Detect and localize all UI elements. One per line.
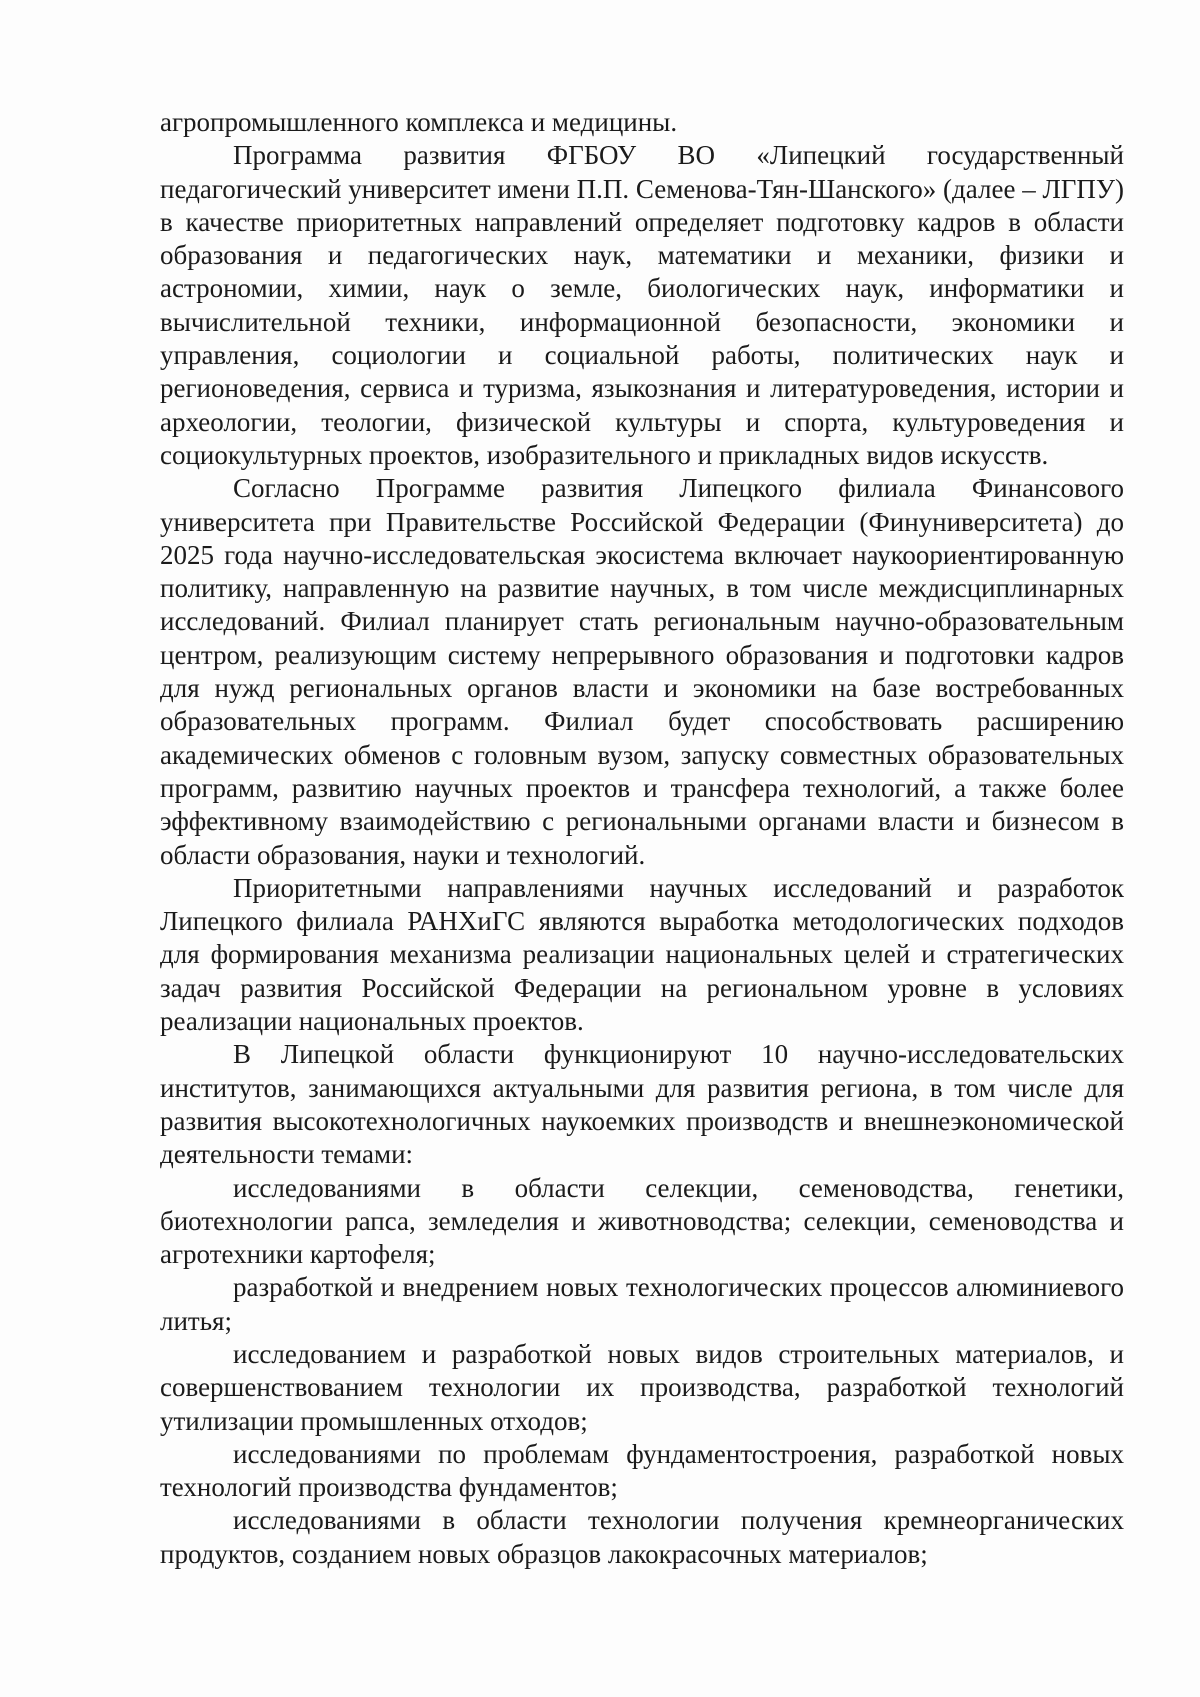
paragraph-research-institutes: В Липецкой области функционируют 10 научно-исследовательских институтов, занимающихся актуальными для развития региона, в том числе для развития высокотехнологичных наукоемких производств и внешнеэкономической деятельности темами:	[160, 1039, 1124, 1170]
list-item-building-materials: исследованием и разработкой новых видов строительных материалов, и совершенствованием технологии их производства, разработкой технологий утилизации промышленных отходов;	[160, 1338, 1124, 1436]
paragraph-lgpu-program: Программа развития ФГБОУ ВО «Липецкий государственный педагогический университет имени П.П. Семенова-Тян-Шанского» (далее – ЛГПУ) в качестве приоритетных направлений определяет подготовку кадров в области образования и педагогических наук, математики и механики, физики и астрономии, химии, наук о земле, биологических наук, информатики и вычислительной техники, информационной безопасности, экономики и управления, социологии и социальной работы, политических наук и регионоведения, сервиса и туризма, языкознания и литературоведения, истории и археологии, теологии, физической культуры и спорта, культуроведения и социокультурных проектов, изобразительного и прикладных видов искусств.	[160, 140, 1124, 470]
list-item-organosilicon-products: исследованиями в области технологии получения кремнеорганических продуктов, созданием новых образцов лакокрасочных материалов;	[160, 1505, 1124, 1569]
paragraph-continuation: агропромышленного комплекса и медицины.	[160, 107, 678, 137]
paragraph-ranepa-priorities: Приоритетными направлениями научных исследований и разработок Липецкого филиала РАНХиГС являются выработка методологических подходов для формирования механизма реализации национальных целей и стратегических задач развития Российской Федерации на региональном уровне в условиях реализации национальных проектов.	[160, 872, 1124, 1037]
list-item-aluminium-casting: разработкой и внедрением новых технологических процессов алюминиевого литья;	[160, 1272, 1124, 1336]
list-item-selection-research: исследованиями в области селекции, семеноводства, генетики, биотехнологии рапса, земледелия и животноводства; селекции, семеноводства и агротехники картофеля;	[160, 1172, 1124, 1270]
paragraph-finuniversity-program: Согласно Программе развития Липецкого филиала Финансового университета при Правительстве Российской Федерации (Финуниверситета) до 2025 года научно-исследовательская экосистема включает наукоориентированную политику, направленную на развитие научных, в том числе междисциплинарных исследований. Филиал планирует стать региональным научно-образовательным центром, реализующим систему непрерывного образования и подготовки кадров для нужд региональных органов власти и экономики на базе востребованных образовательных программ. Филиал будет способствовать расширению академических обменов с головным вузом, запуску совместных образовательных программ, развитию научных проектов и трансфера технологий, а также более эффективному взаимодействию с региональными органами власти и бизнесом в области образования, науки и технологий.	[160, 473, 1124, 870]
list-item-foundation-research: исследованиями по проблемам фундаментостроения, разработкой новых технологий производства фундаментов;	[160, 1438, 1124, 1503]
